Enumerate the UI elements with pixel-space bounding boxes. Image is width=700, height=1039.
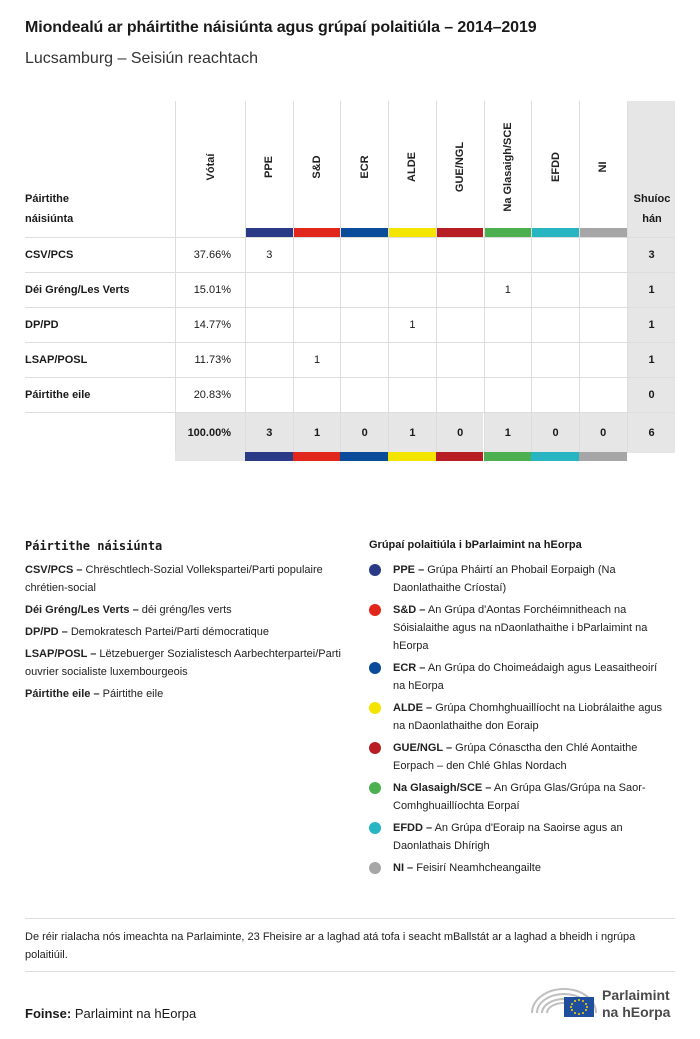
party-abbreviation: Déi Gréng/Les Verts – xyxy=(25,604,139,616)
party-abbreviation: LSAP/POSL – xyxy=(25,648,97,660)
group-seat-cell xyxy=(340,343,388,378)
group-column-header: GUE/NGL xyxy=(436,101,484,237)
group-column-header: NI xyxy=(579,101,627,237)
votes-cell: 14.77% xyxy=(175,308,245,343)
group-color-bar xyxy=(246,228,293,237)
group-color-bar xyxy=(484,452,532,461)
group-abbreviation: EFDD – xyxy=(393,822,433,834)
group-abbreviation: PPE – xyxy=(393,564,425,576)
group-seat-cell: 1 xyxy=(388,308,436,343)
group-seat-cell xyxy=(579,238,627,273)
group-legend-entry xyxy=(369,601,669,655)
group-color-bar xyxy=(485,228,532,237)
group-color-bar xyxy=(245,452,293,461)
group-full-name: An Grúpa do Choimeádaigh agus Leasaitheoirí na hEorpa xyxy=(393,662,658,692)
votes-bar xyxy=(175,452,245,461)
group-color-bar xyxy=(341,228,388,237)
group-seat-cell xyxy=(579,308,627,343)
group-legend-entry xyxy=(369,779,669,815)
group-seat-cell xyxy=(484,378,532,413)
party-full-name: déi gréng/les verts xyxy=(141,604,232,616)
group-column-header: EFDD xyxy=(531,101,579,237)
party-name-cell: Páirtithe eile xyxy=(25,389,91,401)
group-full-name: Grúpa Chomhghuaillíocht na Liobrálaithe agus na nDaonlathaithe don Eoraip xyxy=(393,702,663,732)
group-seat-cell: 1 xyxy=(484,413,532,453)
group-color-dot xyxy=(369,782,381,794)
group-seat-cell: 1 xyxy=(293,413,341,453)
group-legend-entry xyxy=(369,859,669,877)
national-party-entry xyxy=(25,645,345,681)
group-abbreviation: ECR – xyxy=(393,662,426,674)
results-table xyxy=(25,101,675,462)
group-seat-cell xyxy=(579,273,627,308)
table-row xyxy=(25,377,675,412)
group-column-header: ECR xyxy=(340,101,388,237)
group-seat-cell xyxy=(245,378,293,413)
party-name-cell: Déi Gréng/Les Verts xyxy=(25,284,130,296)
national-parties-legend xyxy=(25,539,345,707)
footnote: De réir rialacha nós imeachta na Parlaiminte, 23 Fheisire ar a laghad atá tofa i seacht mBallstát ar a laghad a bheidh i ngrúpa polaitiúil. xyxy=(25,931,636,961)
group-seat-cell xyxy=(340,308,388,343)
party-abbreviation: Páirtithe eile – xyxy=(25,688,100,700)
group-legend-entry xyxy=(369,561,669,597)
total-seats-cell: 0 xyxy=(627,378,675,413)
total-row xyxy=(25,412,675,452)
group-seat-cell xyxy=(531,343,579,378)
total-seats-cell: 1 xyxy=(627,273,675,308)
group-legend-entry xyxy=(369,819,669,855)
group-color-bar xyxy=(389,228,436,237)
group-color-bar xyxy=(437,228,484,237)
page-title: Miondealú ar pháirtithe náisiúnta agus grúpaí polaitiúla – 2014–2019 xyxy=(25,19,537,36)
group-legend-entry xyxy=(369,739,669,775)
table-row xyxy=(25,272,675,307)
group-full-name: Grúpa Cónasctha den Chlé Aontaithe Eorpach – den Chlé Ghlas Nordach xyxy=(393,742,638,772)
source-value: Parlaimint na hEorpa xyxy=(74,1006,197,1021)
group-full-name: An Grúpa d'Aontas Forchéimnitheach na Sóisialaithe agus na nDaonlathaithe i bParlaimint na hEorpa xyxy=(393,604,648,652)
party-full-name: Chrëschtlech-Sozial Vollekspartei/Parti populaire chrétien-social xyxy=(25,564,323,594)
group-seat-cell: 0 xyxy=(531,413,579,453)
group-seat-cell xyxy=(293,378,341,413)
seats-header-label: Shuíoc hán xyxy=(633,193,671,225)
table-row xyxy=(25,237,675,272)
group-color-bar xyxy=(532,228,579,237)
table-header xyxy=(25,101,675,237)
total-seats-cell: 6 xyxy=(627,413,675,453)
bottom-color-bars xyxy=(25,452,675,462)
party-full-name: Lëtzebuerger Sozialistesch Aarbechterpartei/Parti ouvrier socialiste luxembourgeois xyxy=(25,648,341,678)
group-color-bar xyxy=(436,452,484,461)
group-color-dot xyxy=(369,702,381,714)
party-name-cell: DP/PD xyxy=(25,319,59,331)
group-seat-cell xyxy=(388,238,436,273)
group-abbreviation: ALDE – xyxy=(393,702,433,714)
party-abbreviation: DP/PD – xyxy=(25,626,68,638)
group-seat-cell: 3 xyxy=(245,238,293,273)
national-party-entry xyxy=(25,561,345,597)
group-abbreviation: GUE/NGL – xyxy=(393,742,453,754)
group-seat-cell xyxy=(484,308,532,343)
source-label: Foinse: xyxy=(25,1006,72,1021)
divider xyxy=(25,971,675,972)
group-seat-cell xyxy=(531,238,579,273)
group-color-bar xyxy=(531,452,579,461)
group-full-name: Grúpa Pháirtí an Phobail Eorpaigh (Na Daonlathaithe Críostaí) xyxy=(393,564,616,594)
group-seat-cell xyxy=(388,343,436,378)
party-name-cell: CSV/PCS xyxy=(25,249,74,261)
group-abbreviation: NI – xyxy=(393,862,414,874)
group-seat-cell xyxy=(245,308,293,343)
total-seats-cell: 1 xyxy=(627,343,675,378)
group-seat-cell xyxy=(293,238,341,273)
group-color-dot xyxy=(369,742,381,754)
group-color-dot xyxy=(369,862,381,874)
logo-text: Parlaimint na hEorpa xyxy=(602,987,671,1020)
divider xyxy=(25,918,675,919)
group-seat-cell xyxy=(579,378,627,413)
group-seat-cell xyxy=(484,343,532,378)
group-full-name: Feisirí Neamhcheangailte xyxy=(416,862,541,874)
group-seat-cell xyxy=(531,308,579,343)
group-seat-cell xyxy=(340,238,388,273)
group-seat-cell xyxy=(436,343,484,378)
party-full-name: Demokratesch Partei/Parti démocratique xyxy=(70,626,269,638)
group-color-bar xyxy=(293,452,341,461)
group-seat-cell: 0 xyxy=(436,413,484,453)
group-legend-entry xyxy=(369,659,669,695)
group-seat-cell xyxy=(436,238,484,273)
votes-cell: 37.66% xyxy=(175,238,245,273)
party-abbreviation: CSV/PCS – xyxy=(25,564,83,576)
total-seats-cell: 1 xyxy=(627,308,675,343)
source-line xyxy=(25,1006,196,1021)
group-color-bar xyxy=(340,452,388,461)
seats-column-header xyxy=(627,101,675,237)
party-name-cell: LSAP/POSL xyxy=(25,354,88,366)
group-column-header: PPE xyxy=(245,101,293,237)
group-seat-cell xyxy=(484,238,532,273)
group-color-bar xyxy=(579,452,627,461)
group-abbreviation: S&D – xyxy=(393,604,426,616)
group-full-name: An Grúpa Glas/Grúpa na Saor-Comhghuaillíochta Eorpaí xyxy=(393,782,646,812)
national-party-entry xyxy=(25,601,345,619)
table-row xyxy=(25,307,675,342)
group-seat-cell xyxy=(293,308,341,343)
group-legend-entry xyxy=(369,699,669,735)
votes-cell: 100.00% xyxy=(175,413,245,453)
parliament-hemicycle-icon xyxy=(530,983,600,1019)
group-seat-cell: 1 xyxy=(293,343,341,378)
group-seat-cell: 3 xyxy=(245,413,293,453)
group-seat-cell xyxy=(388,378,436,413)
national-legend-heading: Páirtithe náisiúnta xyxy=(25,539,163,553)
group-color-dot xyxy=(369,564,381,576)
group-abbreviation: Na Glasaigh/SCE – xyxy=(393,782,492,794)
group-seat-cell: 1 xyxy=(388,413,436,453)
group-seat-cell xyxy=(388,273,436,308)
votes-column-header: Vótaí xyxy=(175,101,245,237)
group-color-bar xyxy=(580,228,627,237)
party-name-cell xyxy=(25,413,175,453)
votes-cell: 20.83% xyxy=(175,378,245,413)
group-color-bar xyxy=(294,228,341,237)
group-seat-cell: 0 xyxy=(340,413,388,453)
votes-cell: 11.73% xyxy=(175,343,245,378)
groups-legend-heading: Grúpaí polaitiúla i bParlaimint na hEorpa xyxy=(369,539,582,551)
group-seat-cell xyxy=(531,273,579,308)
votes-cell: 15.01% xyxy=(175,273,245,308)
group-seat-cell xyxy=(245,343,293,378)
group-column-header: ALDE xyxy=(388,101,436,237)
group-seat-cell xyxy=(245,273,293,308)
group-seat-cell xyxy=(531,378,579,413)
group-seat-cell xyxy=(436,378,484,413)
total-seats-cell: 3 xyxy=(627,238,675,273)
group-seat-cell: 0 xyxy=(579,413,627,453)
european-parliament-logo xyxy=(530,983,680,1019)
group-column-header: Na Glasaigh/SCE xyxy=(484,101,532,237)
national-party-entry xyxy=(25,623,345,641)
group-color-dot xyxy=(369,604,381,616)
page-subtitle: Lucsamburg – Seisiún reachtach xyxy=(25,50,259,67)
group-seat-cell xyxy=(579,343,627,378)
group-seat-cell xyxy=(340,273,388,308)
group-color-bar xyxy=(388,452,436,461)
group-color-dot xyxy=(369,822,381,834)
group-full-name: An Grúpa d'Eoraip na Saoirse agus an Daonlathais Dhírigh xyxy=(393,822,623,852)
group-seat-cell: 1 xyxy=(484,273,532,308)
group-seat-cell xyxy=(436,308,484,343)
group-seat-cell xyxy=(340,378,388,413)
party-column-header: Páirtithe náisiúnta xyxy=(25,193,74,225)
group-seat-cell xyxy=(293,273,341,308)
national-party-entry xyxy=(25,685,345,703)
group-column-header: S&D xyxy=(293,101,341,237)
group-seat-cell xyxy=(436,273,484,308)
table-row xyxy=(25,342,675,377)
group-color-dot xyxy=(369,662,381,674)
party-full-name: Páirtithe eile xyxy=(102,688,164,700)
political-groups-legend xyxy=(369,539,669,881)
